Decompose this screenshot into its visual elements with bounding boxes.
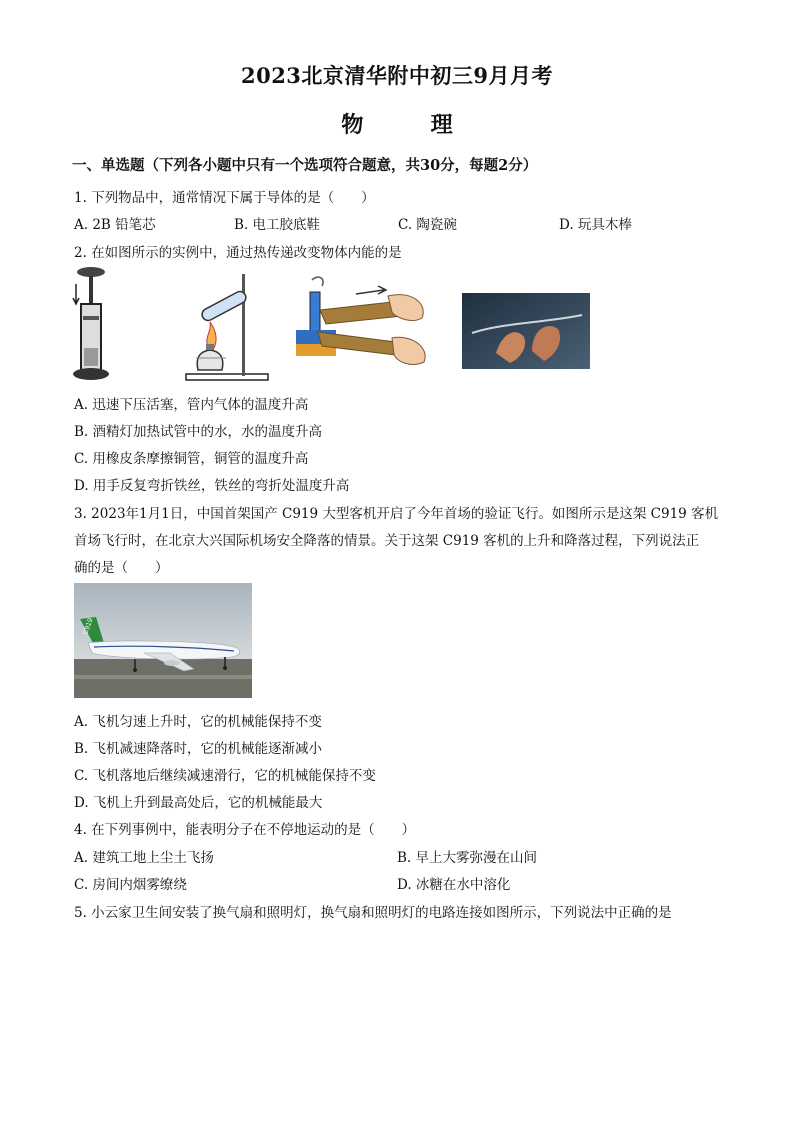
question-3-stem-line-3: 确的是（ ） — [74, 560, 169, 576]
q1-option-c: C. 陶瓷碗 — [398, 217, 457, 233]
subject-char-2: 理 — [430, 112, 453, 138]
tail-marking-text: C919 — [82, 617, 95, 636]
section-heading: 一、单选题（下列各小题中只有一个选项符合题意，共30分，每题2分） — [72, 157, 538, 174]
question-5-stem: 5. 小云家卫生间安装了换气扇和照明灯，换气扇和照明灯的电路连接如图所示，下列说法中正确的是 — [74, 905, 672, 921]
q1-option-d: D. 玩具木棒 — [559, 217, 632, 233]
q4-option-a: A. 建筑工地上尘土飞扬 — [74, 850, 214, 866]
c919-airplane-photo — [74, 583, 252, 698]
q3-option-c: C. 飞机落地后继续减速滑行，它的机械能保持不变 — [74, 768, 376, 784]
alcohol-lamp-heating-figure — [180, 270, 280, 384]
q4-option-b: B. 早上大雾弥漫在山间 — [397, 850, 538, 866]
question-1-stem: 1. 下列物品中，通常情况下属于导体的是（ ） — [74, 190, 375, 206]
question-2-stem: 2. 在如图所示的实例中，通过热传递改变物体内能的是 — [74, 245, 402, 261]
bending-wire-hands-figure — [462, 293, 590, 369]
q1-option-a: A. 2B 铅笔芯 — [74, 217, 156, 233]
subject-title — [0, 108, 794, 139]
q2-option-c: C. 用橡皮条摩擦铜管，铜管的温度升高 — [74, 451, 309, 467]
q1-option-b: B. 电工胶底鞋 — [234, 217, 321, 233]
q3-option-d: D. 飞机上升到最高处后，它的机械能最大 — [74, 795, 323, 811]
piston-cylinder-figure — [66, 264, 116, 384]
rubber-strip-copper-tube-figure — [292, 272, 442, 376]
q3-option-b: B. 飞机减速降落时，它的机械能逐渐减小 — [74, 741, 323, 757]
exam-title: 2023北京清华附中初三9月月考 — [240, 63, 554, 88]
q2-option-a: A. 迅速下压活塞，管内气体的温度升高 — [74, 397, 309, 413]
q4-option-c: C. 房间内烟雾缭绕 — [74, 877, 187, 893]
question-3-stem-line-2: 首场飞行时，在北京大兴国际机场安全降落的情景。关于这架 C919 客机的上升和降落过程，下列说法正 — [74, 533, 700, 549]
q2-option-d: D. 用手反复弯折铁丝，铁丝的弯折处温度升高 — [74, 478, 350, 494]
q3-option-a: A. 飞机匀速上升时，它的机械能保持不变 — [74, 714, 322, 730]
question-3-stem-line-1: 3. 2023年1月1日，中国首架国产 C919 大型客机开启了今年首场的验证飞行。如图所示是这架 C919 客机 — [74, 506, 719, 522]
subject-char-1: 物 — [341, 112, 364, 138]
q2-option-b: B. 酒精灯加热试管中的水，水的温度升高 — [74, 424, 323, 440]
q4-option-d: D. 冰糖在水中溶化 — [397, 877, 511, 893]
question-4-stem: 4. 在下列事例中，能表明分子在不停地运动的是（ ） — [74, 822, 416, 838]
